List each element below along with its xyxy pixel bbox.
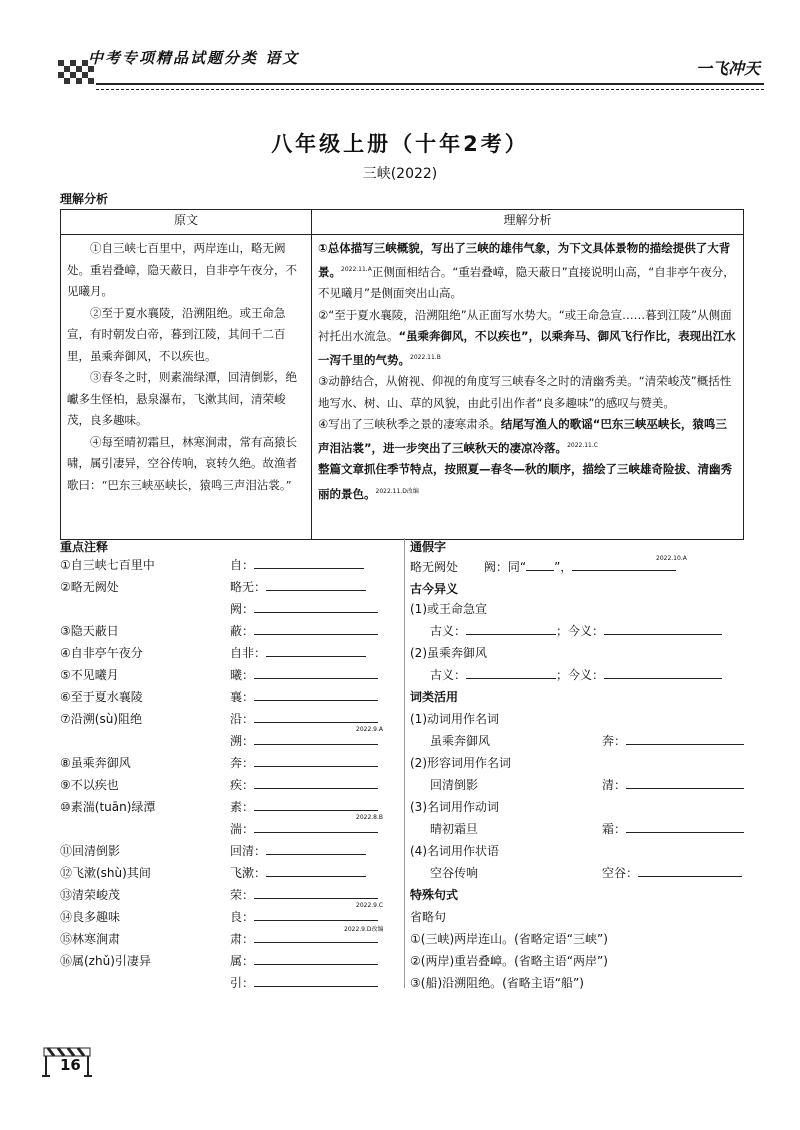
cilei-type: (4)名词用作状语 [410,844,499,858]
note-phrase: ⑥至于夏水襄陵 [60,690,143,704]
note-term: 飞漱： [230,866,267,880]
answer-blank[interactable] [254,820,378,833]
cilei-type: (1)动词用作名词 [410,712,499,726]
exam-tag: 2022.11.B [410,354,441,362]
answer-blank[interactable] [526,558,554,571]
answer-blank[interactable] [254,688,378,701]
sentence-example: ②(两岸)重岩叠嶂。(省略主语“两岸”) [410,954,608,968]
note-term: 溯： [230,734,255,748]
analysis-point: ④写出了三峡秋季之景的凄寒肃杀。 [318,417,501,432]
answer-blank[interactable] [254,886,378,899]
note-phrase: ⑧虽乘奔御风 [60,756,131,770]
sentence-example: ①(三峡)两岸连山。(省略定语“三峡”) [410,932,608,946]
page-number: 16 [60,1056,81,1074]
original-paragraph: ④每至晴初霜旦，林寒涧肃，常有高猿长啸，属引凄异，空谷传响，哀转久绝。故渔者歌曰：“巴东三峡巫峡长，猿鸣三声泪沾裳。” [67,434,297,492]
answer-blank[interactable] [254,908,378,921]
cilei-label: 词类活用 [410,690,459,704]
exam-tag: 2022.9.C [356,902,384,909]
note-term: 襄： [230,690,255,704]
exam-tag: 2022.10.A [656,555,687,562]
note-term: 自： [230,558,255,572]
analysis-table [60,209,744,540]
analysis-text-cell [312,235,744,540]
note-term: 湍： [230,822,255,836]
note-phrase: ⑪回清倒影 [60,844,121,858]
note-term: 荣： [230,888,255,902]
answer-blank[interactable] [254,754,378,767]
note-term: 素： [230,800,255,814]
analysis-section-label: 理解分析 [60,192,109,206]
note-term: 略无： [230,580,267,594]
note-phrase: ⑬清荣峻茂 [60,888,121,902]
answer-blank[interactable] [604,666,722,679]
note-phrase: ⑩素湍(tuān)绿潭 [60,800,156,814]
answer-blank[interactable] [266,644,366,657]
answer-blank[interactable] [626,732,744,745]
answer-blank[interactable] [254,974,378,987]
exam-tag: 2022.9.A [356,726,384,733]
cilei-example: 晴初霜旦 [430,822,479,836]
original-paragraph: ③春冬之时，则素湍绿潭，回清倒影，绝巘多生怪柏，悬泉瀑布，飞漱其间，清荣峻茂，良多趣味。 [67,370,297,427]
answer-blank[interactable] [266,578,366,591]
answer-blank[interactable] [254,732,378,745]
note-phrase: ⑦沿溯(sù)阻绝 [60,712,142,726]
gu-label: 古义： [430,668,467,682]
original-text-cell [61,235,312,540]
col-header-analysis: 理解分析 [312,210,744,235]
exam-tag: 2022.11.A [341,266,372,274]
answer-blank[interactable] [254,666,378,679]
answer-blank[interactable] [626,820,744,833]
notes-section-label: 重点注释 [60,540,109,554]
answer-blank[interactable] [266,864,366,877]
jin-label: ；今义： [556,668,605,682]
exam-tag: 2022.8.B [356,814,384,821]
header-series-title: 中考专项精品试题分类 语文 [88,49,300,67]
answer-blank[interactable] [254,798,378,811]
cilei-example: 虽乘奔御风 [430,734,491,748]
answer-blank[interactable] [254,710,378,723]
jin-label: ；今义： [556,624,605,638]
cilei-type: (3)名词用作动词 [410,800,499,814]
note-term: 曦： [230,668,255,682]
answer-blank[interactable] [266,842,366,855]
note-term: 奔： [230,756,255,770]
original-paragraph: ①自三峡七百里中，两岸连山，略无阙处。重岩叠嶂，隐天蔽日，自非亭午夜分，不见曦月。 [67,241,297,298]
note-phrase: ②略无阙处 [60,580,119,594]
note-term: 肃： [230,932,255,946]
answer-blank[interactable] [254,622,378,635]
answer-blank[interactable] [254,556,364,569]
cilei-type: (2)形容词用作名词 [410,756,511,770]
answer-blank[interactable] [604,622,722,635]
note-term: 自非： [230,646,267,660]
exam-tag: 2022.11.C [567,442,598,450]
page-title: 八年级上册（十年2考） [271,132,529,156]
tongjia-label: 通假字 [410,540,447,554]
note-phrase: ⑮林寒涧肃 [60,932,121,946]
tongjia-que: 阙：同“ [483,560,527,574]
note-phrase: ④自非亭午夜分 [60,646,143,660]
analysis-point: 整篇文章抓住季节特点，按照夏—春冬—秋的顺序，描绘了三峡雄奇险拔、清幽秀丽的景色。 [318,462,732,501]
col-header-original: 原文 [61,210,312,235]
answer-blank[interactable] [466,666,556,679]
gujin-label: 古今异义 [410,582,459,596]
tongjia-example: 略无阙处 [410,560,459,574]
note-term: 沿： [230,712,255,726]
analysis-point: 结尾写渔人的歌谣“巴东三峡巫峡长，猿鸣三声泪沾裳”，进一步突出了三峡秋天的凄凉冷落。 [318,417,727,456]
cilei-example: 回清倒影 [430,778,479,792]
analysis-point: 正侧面相结合。“重岩叠嶂，隐天蔽日”直接说明山高，“自非亭午夜分，不见曦月”是侧面突出山高。 [318,265,735,301]
teshu-label: 特殊句式 [410,888,459,902]
original-paragraph: ②至于夏水襄陵，沿溯阻绝。或王命急宣，有时朝发白帝，暮到江陵，其间千二百里，虽乘奔御风，不以疾也。 [67,305,286,363]
analysis-point: “虽乘奔御风，不以疾也”，以乘奔马、御风飞行作比，表现出江水一泻千里的气势。 [318,329,736,368]
gujin-item: (1)或王命急宣 [410,602,487,616]
note-term: 引： [230,976,255,990]
cilei-term: 奔： [602,734,627,748]
cilei-term: 霜： [602,822,627,836]
page-subtitle: 三峡(2022) [362,166,438,182]
note-term: 阙： [230,602,255,616]
answer-blank[interactable] [638,864,742,877]
note-term: 回清： [230,844,267,858]
note-phrase: ⑨不以疾也 [60,778,119,792]
column-divider [404,538,405,988]
note-phrase: ①自三峡七百里中 [60,558,155,572]
header-divider [96,83,764,90]
cilei-example: 空谷传响 [430,866,479,880]
analysis-point: ③动静结合，从俯视、仰视的角度写三峡春冬之时的清幽秀美。“清荣峻茂”概括性地写水、树、山、草的风貌，由此引出作者“良多趣味”的感叹与赞美。 [318,374,732,410]
answer-blank[interactable] [254,600,378,613]
gu-label: 古义： [430,624,467,638]
note-phrase: ③隐天蔽日 [60,624,119,638]
analysis-point: ①总体描写三峡概貌，写出了三峡的雄伟气象，为下文具体景物的描绘提供了大背景。 [318,241,731,280]
answer-blank[interactable] [626,776,744,789]
shenglue-label: 省略句 [410,910,447,924]
answer-blank[interactable] [466,622,556,635]
note-phrase: ⑤不见曦月 [60,668,119,682]
answer-blank[interactable] [254,776,378,789]
analysis-point: ②“至于夏水襄陵，沿溯阻绝”从正面写水势大。“或王命急宣……暮到江陵”从侧面衬托出水流急。 [318,307,732,344]
exam-tag: 2022.11.D改编 [375,487,419,495]
gujin-item: (2)虽乘奔御风 [410,646,487,660]
cilei-term: 清： [602,778,627,792]
header-brand: 一飞冲天 [695,59,760,78]
cilei-term: 空谷： [602,866,639,880]
note-phrase: ⑯属(zhǔ)引凄异 [60,954,151,968]
sentence-example: ③(船)沿溯阻绝。(省略主语“船”) [410,976,584,990]
note-term: 疾： [230,778,255,792]
note-phrase: ⑭良多趣味 [60,910,121,924]
note-term: 蔽： [230,624,255,638]
tongjia-close: ”， [554,560,573,574]
answer-blank[interactable] [254,952,378,965]
note-term: 属： [230,954,255,968]
exam-tag: 2022.9.D改编 [344,926,384,933]
note-phrase: ⑫飞漱(shù)其间 [60,866,151,880]
note-term: 良： [230,910,255,924]
